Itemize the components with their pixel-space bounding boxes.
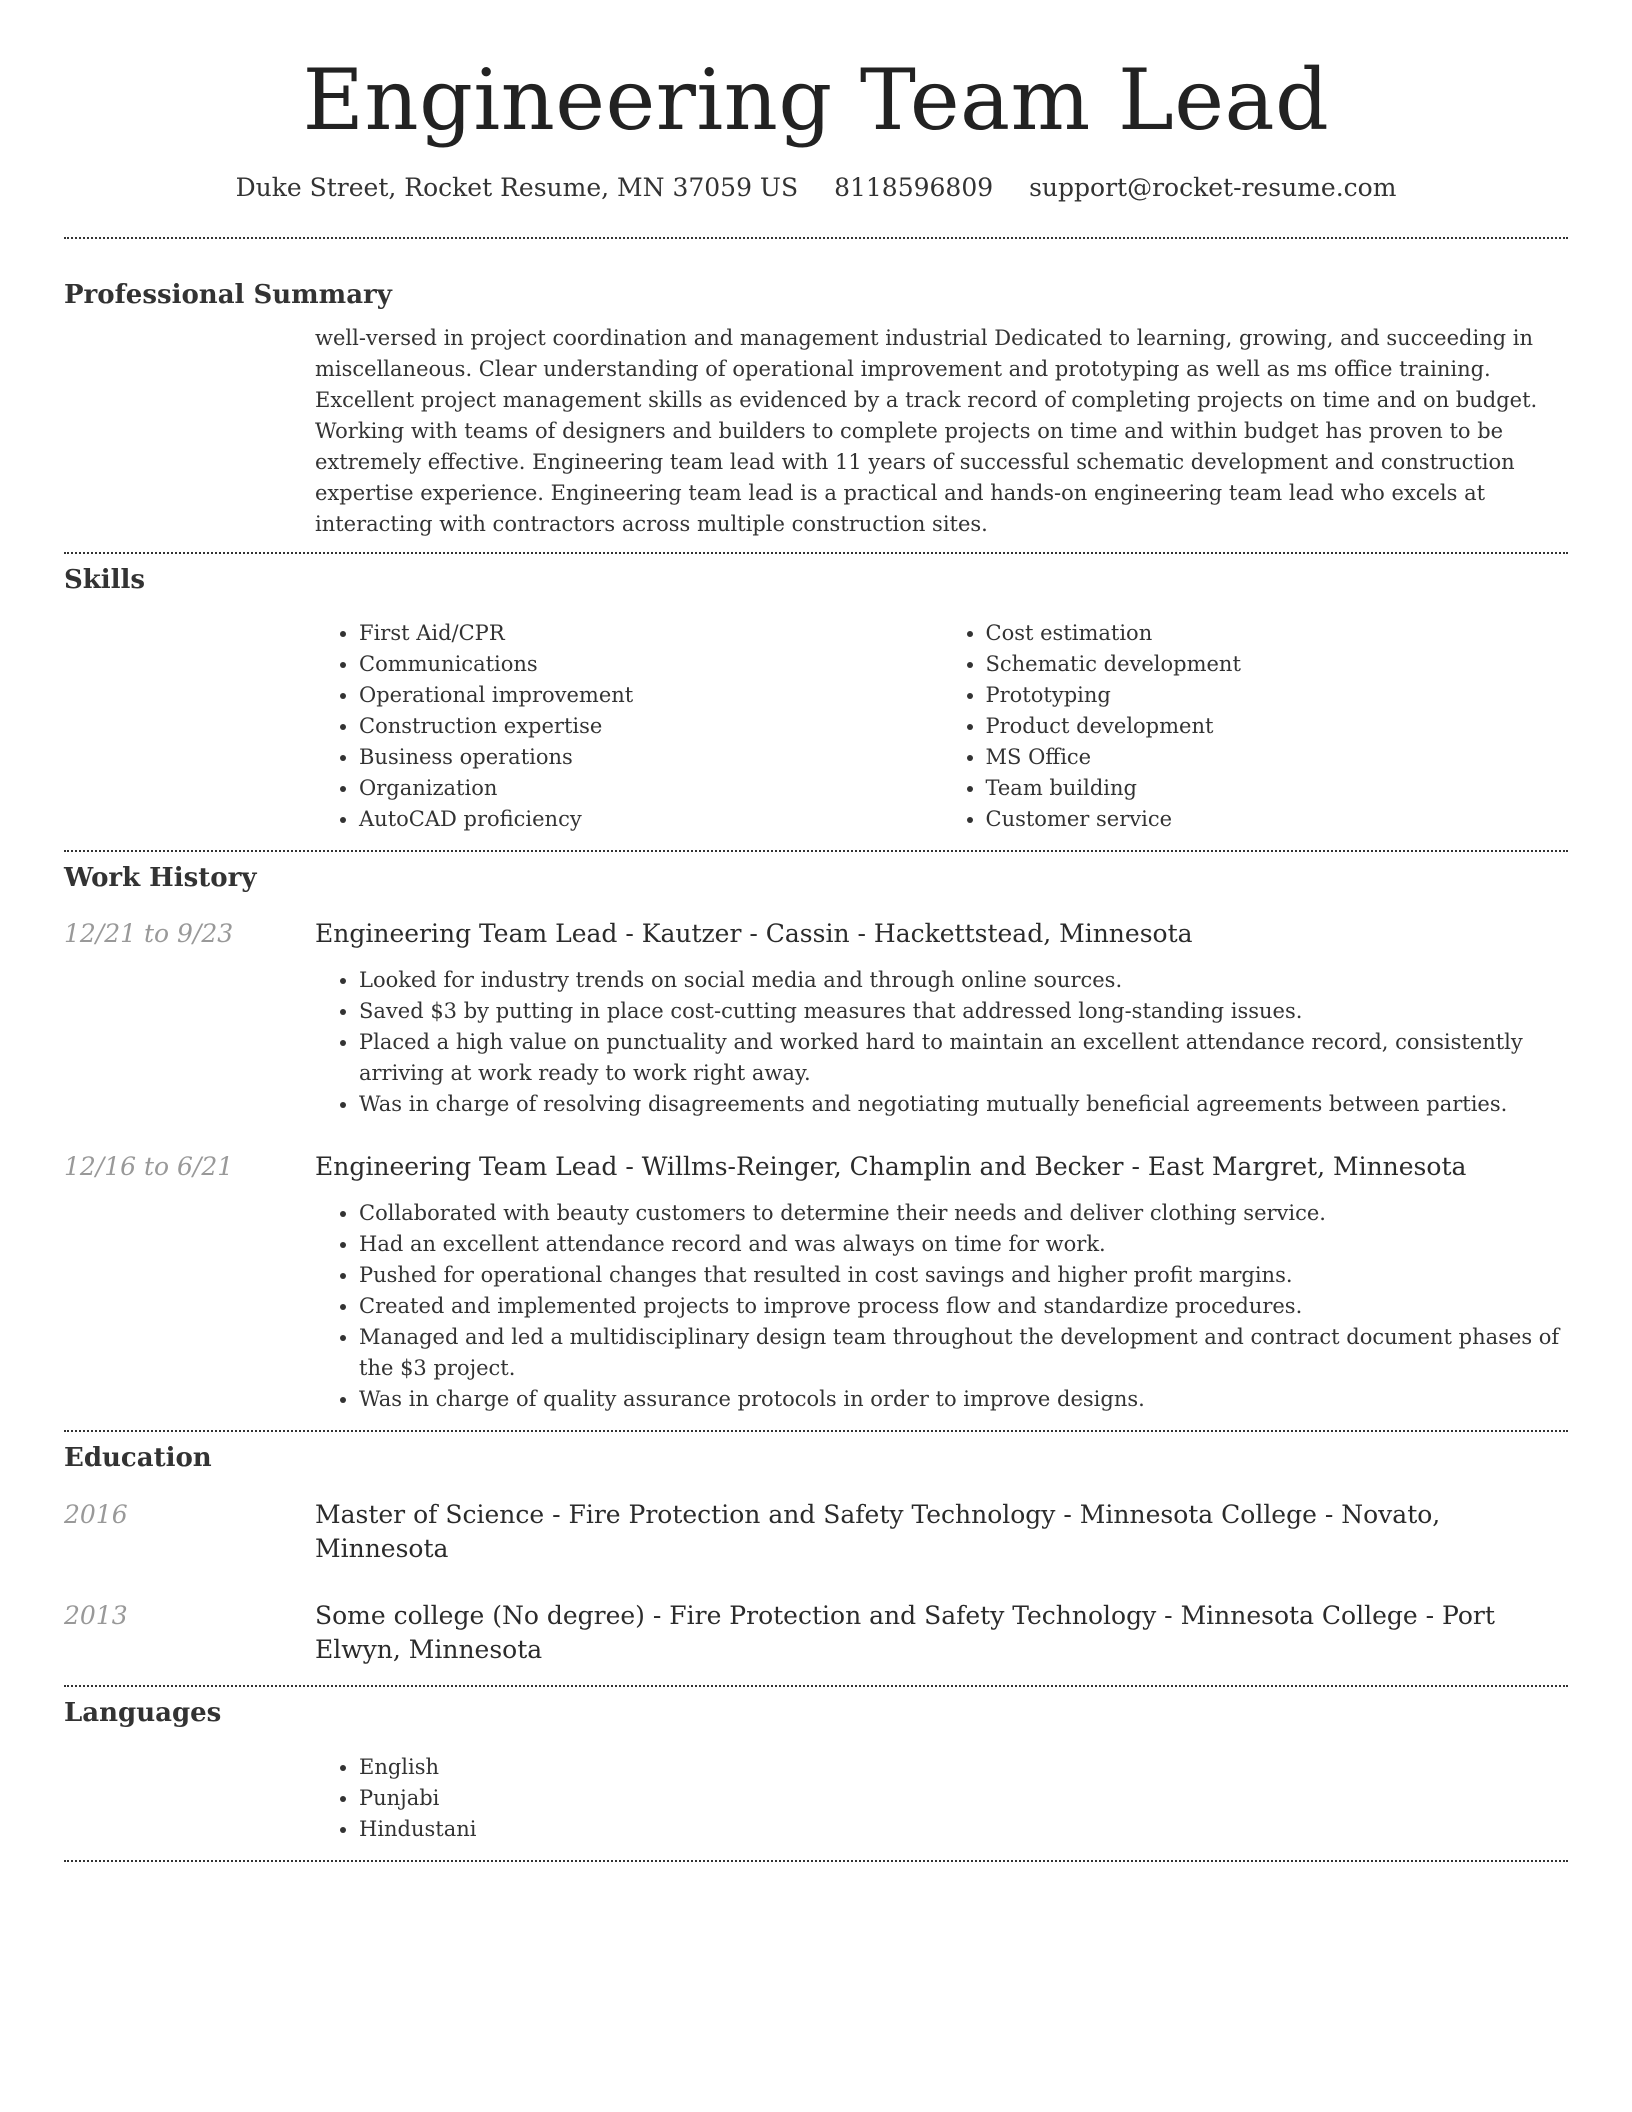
language-item: • English [359,1752,1568,1783]
education-title: Some college (No degree) - Fire Protection and Safety Technology - Minnesota College - Port Elwyn, Minnesota [315,1601,1495,1664]
skill-item: • AutoCAD proficiency [359,804,942,835]
education-title: Master of Science - Fire Protection and Safety Technology - Minnesota College - Novato, Minnesota [315,1500,1441,1563]
job-bullets [315,965,1568,1120]
skills-list-left [315,618,942,835]
divider [64,1860,1568,1862]
skills-list-right [942,618,1569,835]
skill-item: • Communications [359,649,942,680]
skill-item: • Product development [986,711,1569,742]
job-bullet: • Pushed for operational changes that resulted in cost savings and higher profit margins. [359,1260,1568,1291]
work-section [64,852,1568,1415]
section-title-work: Work History [64,863,257,893]
job-date: 12/21 to 9/23 [64,919,234,948]
contact-address: Duke Street, Rocket Resume, MN 37059 US [235,173,799,202]
job-title: Engineering Team Lead - Kautzer - Cassin - Hackettstead, Minnesota [315,919,1193,948]
skill-item: • Operational improvement [359,680,942,711]
skill-item: • First Aid/CPR [359,618,942,649]
skill-item: • Business operations [359,742,942,773]
skills-section [64,554,1568,835]
job-bullet: • Was in charge of resolving disagreements and negotiating mutually beneficial agreements between parties. [359,1089,1568,1120]
education-date: 2016 [64,1500,128,1529]
job-entry [64,1150,1568,1415]
job-title: Engineering Team Lead - Willms-Reinger, Champlin and Becker - East Margret, Minnesota [315,1152,1467,1181]
language-item: • Hindustani [359,1814,1568,1845]
contact-line [64,172,1568,204]
skill-item: • Schematic development [986,649,1569,680]
job-bullet: • Saved $3 by putting in place cost-cutting measures that addressed long-standing issues. [359,996,1568,1027]
job-bullets [315,1198,1568,1415]
section-title-summary: Professional Summary [64,280,392,310]
skill-item: • MS Office [986,742,1569,773]
skill-item: • Customer service [986,804,1569,835]
education-date: 2013 [64,1601,128,1630]
languages-list [315,1752,1568,1845]
job-bullet: • Created and implemented projects to improve process flow and standardize procedures. [359,1291,1568,1322]
skill-item: • Cost estimation [986,618,1569,649]
job-bullet: • Managed and led a multidisciplinary design team throughout the development and contract document phases of the $3 project. [359,1322,1568,1384]
job-bullet: • Had an excellent attendance record and was always on time for work. [359,1229,1568,1260]
language-item: • Punjabi [359,1783,1568,1814]
resume-name: Engineering Team Lead [302,51,1330,149]
education-entry [64,1498,1568,1566]
section-title-languages: Languages [64,1698,222,1728]
skills-grid [315,618,1568,835]
skill-item: • Prototyping [986,680,1569,711]
summary-text: well-versed in project coordination and management industrial Dedicated to learning, growing, and succeeding in miscellaneous. Clear understanding of operational improvement and prototyping as well as ms office training. Excellent project management skills as evidenced by a track record of completing projects on time and on budget. Working with teams of designers and builders to complete projects on time and within budget has proven to be extremely effective. Engineering team lead with 11 years of successful schematic development and construction expertise experience. Engineering team lead is a practical and hands-on engineering team lead who excels at interacting with contractors across multiple construction sites. [315,326,1538,536]
job-date: 12/16 to 6/21 [64,1152,234,1181]
job-bullet: • Collaborated with beauty customers to determine their needs and deliver clothing service. [359,1198,1568,1229]
skill-item: • Organization [359,773,942,804]
skill-item: • Team building [986,773,1569,804]
job-bullet: • Was in charge of quality assurance protocols in order to improve designs. [359,1384,1568,1415]
education-entry [64,1599,1568,1667]
languages-section [64,1687,1568,1845]
contact-phone: 8118596809 [834,173,994,202]
job-bullet: • Placed a high value on punctuality and worked hard to maintain an excellent attendance record, consistently arriving at work ready to work right away. [359,1027,1568,1089]
section-title-skills: Skills [64,565,146,595]
section-title-education: Education [64,1443,212,1473]
summary-section [64,239,1568,540]
skill-item: • Construction expertise [359,711,942,742]
job-entry [64,917,1568,1120]
contact-email: support@rocket-resume.com [1029,173,1397,202]
education-section [64,1432,1568,1667]
job-bullet: • Looked for industry trends on social media and through online sources. [359,965,1568,996]
resume-page [64,0,1568,1862]
